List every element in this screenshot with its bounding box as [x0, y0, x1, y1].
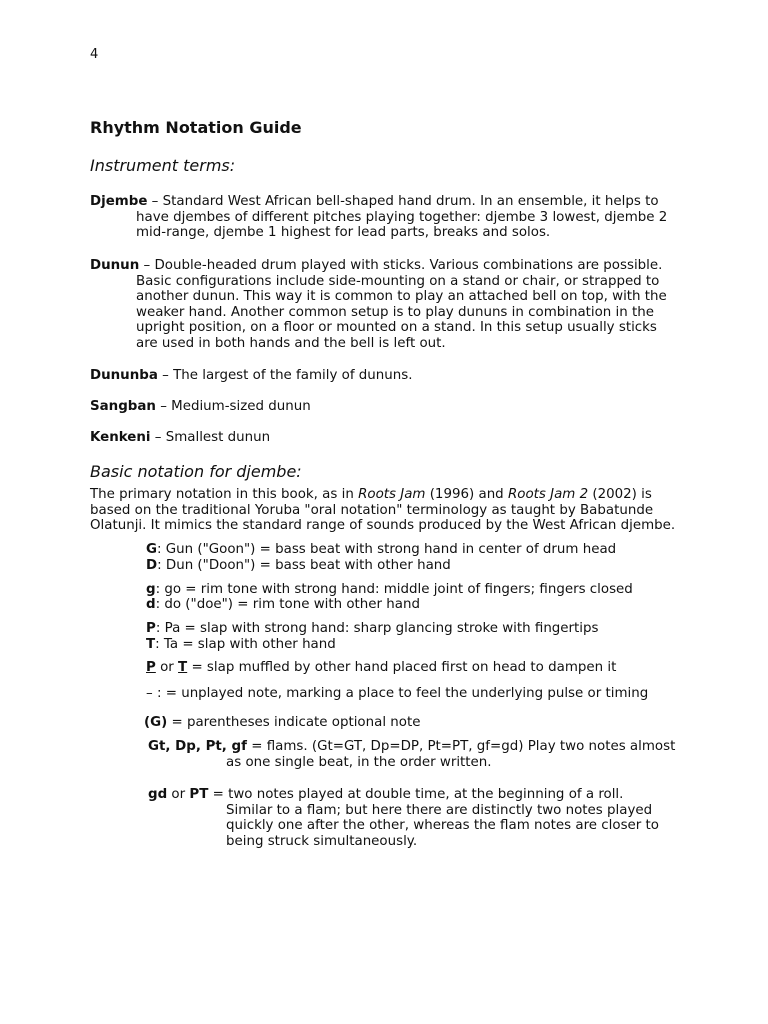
note-desc: : Dun ("Doon") = bass beat with other hand [157, 558, 451, 573]
term-def-line: have djembes of different pitches playing together: djembe 3 lowest, djembe 2 [136, 209, 668, 225]
note-desc: : do ("doe") = rim tone with other hand [155, 597, 420, 612]
term-label: Kenkeni [90, 430, 151, 445]
note-desc: : Pa = slap with strong hand: sharp glancing stroke with fingertips [155, 621, 599, 636]
term-label: Dununba [90, 368, 158, 383]
note-symbol: – [146, 686, 153, 701]
term-def: – Smallest dunun [150, 430, 271, 445]
term-dunun [90, 258, 667, 352]
note-symbol: Gt, Dp, Pt, gf [148, 739, 247, 754]
note-symbol: D [146, 558, 158, 573]
note-symbol: gd [148, 787, 168, 802]
term-def-line: – Standard West African bell-shaped hand drum. In an ensemble, it helps to [147, 194, 659, 209]
intro-line: based on the traditional Yoruba "oral notation" terminology as taught by Babatunde [90, 502, 654, 518]
intro-text: The primary notation in this book, as in [90, 487, 359, 502]
note-desc: or [167, 787, 190, 802]
note-desc: = flams. (Gt=GT, Dp=DP, Pt=PT, gf=gd) Play two notes almost [246, 739, 676, 754]
term-label: Sangban [90, 399, 156, 414]
note-desc: = parentheses indicate optional note [167, 715, 421, 730]
note-symbol: (G) [144, 715, 168, 730]
term-label: Djembe [90, 194, 148, 209]
page-number: 4 [90, 47, 99, 62]
note-symbol: P [146, 621, 156, 636]
term-def-line: weaker hand. Another common setup is to play dununs in combination in the [136, 304, 654, 320]
note-desc-line: Similar to a flam; but here there are distinctly two notes played [226, 802, 653, 818]
term-djembe [90, 194, 667, 241]
term-def: – Medium-sized dunun [155, 399, 311, 414]
term-sangban [90, 399, 311, 415]
note-symbol: P [146, 660, 156, 675]
note-g [146, 582, 633, 598]
note-optional [144, 715, 420, 731]
section-heading-notation: Basic notation for djembe: [90, 462, 302, 481]
note-desc: : Ta = slap with other hand [155, 637, 336, 652]
term-def-line: Basic configurations include side-mounting on a stand or chair, or strapped to [136, 273, 660, 289]
note-roll [148, 787, 659, 849]
note-symbol: T [146, 637, 156, 652]
term-kenkeni [90, 430, 270, 446]
note-symbol: g [146, 582, 156, 597]
term-def-line: are used in both hands and the bell is left out. [136, 335, 446, 351]
note-symbol: G [146, 542, 157, 557]
note-desc: : = unplayed note, marking a place to feel the underlying pulse or timing [152, 686, 649, 701]
term-def-line: mid-range, djembe 1 highest for lead parts, breaks and solos. [136, 225, 551, 241]
notation-intro [90, 487, 675, 534]
note-desc-line: quickly one after the other, whereas the flam notes are closer to [226, 818, 659, 834]
note-desc: : go = rim tone with strong hand: middle joint of fingers; fingers closed [155, 582, 633, 597]
note-desc-line: as one single beat, in the order written. [226, 754, 492, 770]
intro-text: (1996) and [425, 487, 508, 502]
term-dununba [90, 368, 413, 384]
note-muffled [146, 660, 616, 676]
term-def: – The largest of the family of dununs. [157, 368, 413, 383]
term-def-line: – Double-headed drum played with sticks. Various combinations are possible. [139, 258, 663, 273]
note-desc-line: being struck simultaneously. [226, 833, 418, 849]
note-T [146, 637, 336, 653]
intro-line: Olatunji. It mimics the standard range of sounds produced by the West African djembe. [90, 518, 676, 534]
note-flams [148, 739, 675, 770]
note-desc: : Gun ("Goon") = bass beat with strong hand in center of drum head [157, 542, 617, 557]
term-def-line: another dunun. This way it is common to play an attached bell on top, with the [136, 289, 667, 305]
note-symbol: PT [189, 787, 209, 802]
book-title: Roots Jam [358, 487, 426, 502]
note-D [146, 558, 451, 574]
note-unplayed [146, 686, 648, 702]
note-d [146, 597, 420, 613]
note-P [146, 621, 599, 637]
book-title: Roots Jam 2 [507, 487, 589, 502]
section-heading-instruments: Instrument terms: [90, 156, 236, 175]
term-def-line: upright position, on a floor or mounted on a stand. In this setup usually sticks [136, 320, 657, 336]
page-title: Rhythm Notation Guide [90, 118, 302, 137]
intro-text: (2002) is [588, 487, 652, 502]
note-desc: = two notes played at double time, at the beginning of a roll. [208, 787, 624, 802]
note-desc: = slap muffled by other hand placed first on head to dampen it [187, 660, 617, 675]
note-symbol: d [146, 597, 156, 612]
note-symbol: T [178, 660, 188, 675]
note-desc: or [155, 660, 179, 675]
term-label: Dunun [90, 258, 140, 273]
note-G [146, 542, 616, 558]
